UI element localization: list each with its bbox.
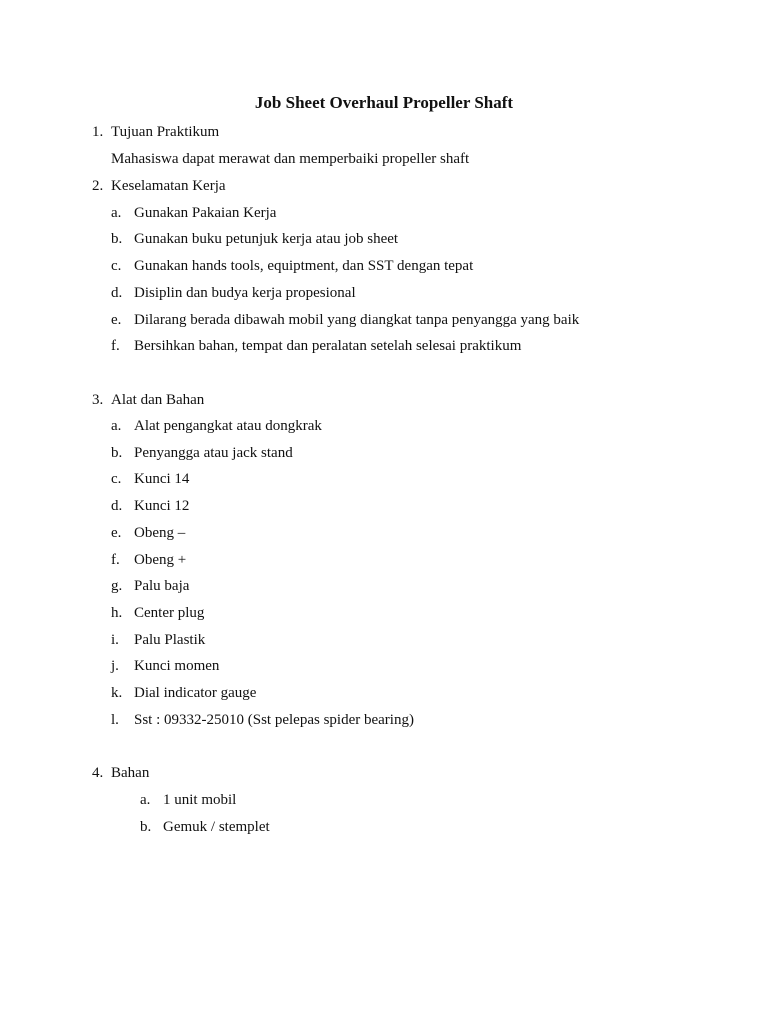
section-3-number: 3. bbox=[92, 392, 104, 408]
list-item-marker: b. bbox=[111, 231, 123, 247]
list-item: Palu Plastik bbox=[134, 632, 206, 648]
list-item: Dilarang berada dibawah mobil yang diangkat tanpa penyangga yang baik bbox=[134, 312, 580, 328]
list-item: Kunci 14 bbox=[134, 471, 190, 487]
list-item: Sst : 09332-25010 (Sst pelepas spider bearing) bbox=[134, 712, 414, 728]
list-item: Gemuk / stemplet bbox=[163, 819, 270, 835]
list-item: Alat pengangkat atau dongkrak bbox=[134, 418, 322, 434]
list-item: Gunakan buku petunjuk kerja atau job sheet bbox=[134, 231, 399, 247]
list-item: Obeng – bbox=[134, 525, 186, 541]
list-item: 1 unit mobil bbox=[163, 792, 237, 808]
list-item: Kunci 12 bbox=[134, 498, 190, 514]
section-3-heading: Alat dan Bahan bbox=[111, 392, 205, 408]
list-item: Dial indicator gauge bbox=[134, 685, 257, 701]
list-item-marker: j. bbox=[111, 658, 119, 674]
list-item: Penyangga atau jack stand bbox=[134, 445, 293, 461]
list-item: Disiplin dan budya kerja propesional bbox=[134, 285, 356, 301]
list-item-marker: h. bbox=[111, 605, 123, 621]
list-item: Obeng + bbox=[134, 552, 187, 568]
list-item-marker: a. bbox=[111, 205, 122, 221]
list-item-marker: l. bbox=[111, 712, 119, 728]
section-1-text: Mahasiswa dapat merawat dan memperbaiki propeller shaft bbox=[111, 151, 470, 167]
list-item: Gunakan Pakaian Kerja bbox=[134, 205, 277, 221]
document-title: Job Sheet Overhaul Propeller Shaft bbox=[254, 93, 514, 112]
list-item-marker: i. bbox=[111, 632, 119, 648]
list-item-marker: b. bbox=[140, 819, 152, 835]
list-item-marker: k. bbox=[111, 685, 123, 701]
section-2-heading: Keselamatan Kerja bbox=[111, 178, 226, 194]
list-item-marker: e. bbox=[111, 525, 122, 541]
list-item-marker: b. bbox=[111, 445, 123, 461]
list-item-marker: g. bbox=[111, 578, 123, 594]
list-item: Gunakan hands tools, equiptment, dan SST dengan tepat bbox=[134, 258, 474, 274]
list-item-marker: f. bbox=[111, 338, 120, 354]
section-4-number: 4. bbox=[92, 765, 104, 781]
section-1-number: 1. bbox=[92, 124, 104, 140]
list-item: Bersihkan bahan, tempat dan peralatan setelah selesai praktikum bbox=[134, 338, 522, 354]
list-item-marker: c. bbox=[111, 258, 122, 274]
list-item-marker: d. bbox=[111, 498, 123, 514]
list-item-marker: a. bbox=[140, 792, 151, 808]
section-2-number: 2. bbox=[92, 178, 104, 194]
list-item-marker: f. bbox=[111, 552, 120, 568]
list-item-marker: a. bbox=[111, 418, 122, 434]
section-4-heading: Bahan bbox=[111, 765, 150, 781]
section-1-heading: Tujuan Praktikum bbox=[111, 124, 220, 140]
list-item-marker: e. bbox=[111, 312, 122, 328]
list-item-marker: c. bbox=[111, 471, 122, 487]
list-item: Center plug bbox=[134, 605, 205, 621]
list-item: Palu baja bbox=[134, 578, 190, 594]
list-item-marker: d. bbox=[111, 285, 123, 301]
list-item: Kunci momen bbox=[134, 658, 220, 674]
